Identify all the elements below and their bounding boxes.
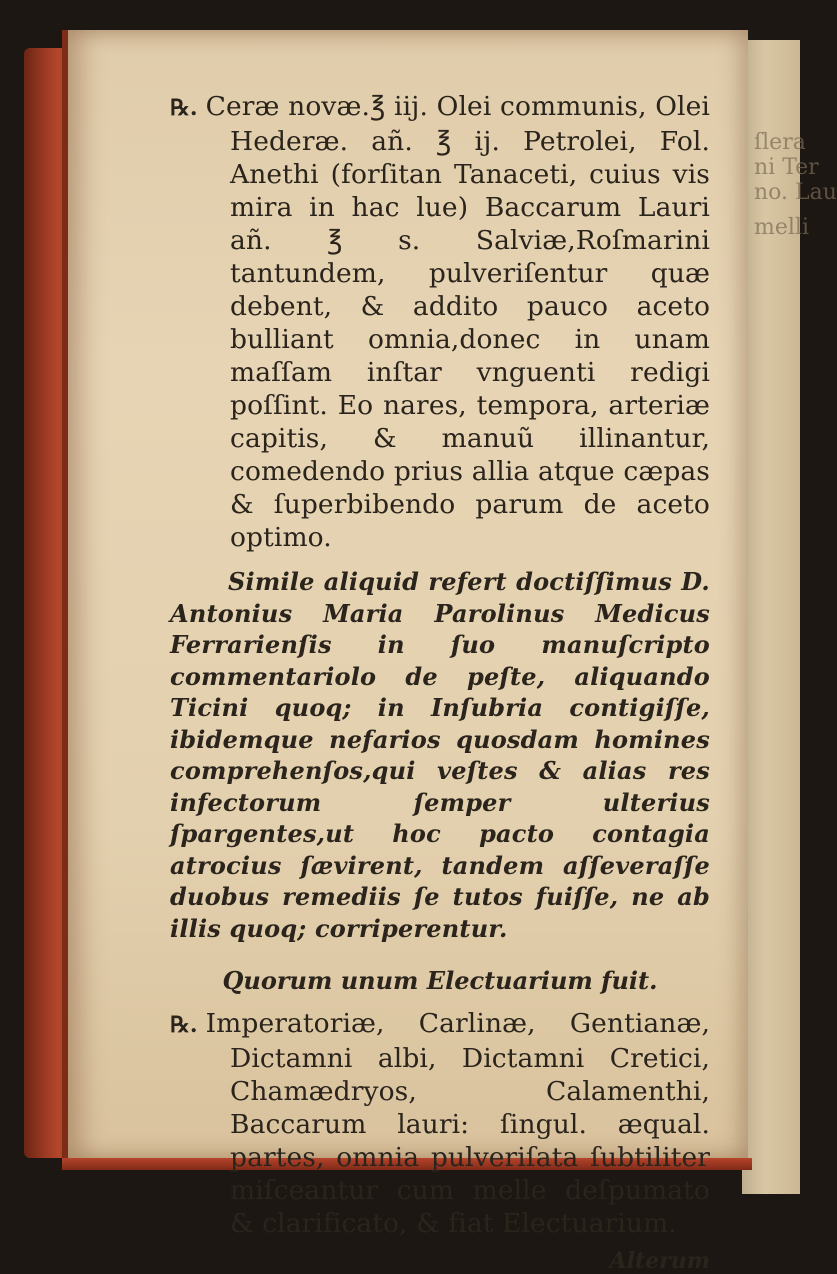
italic-paragraph: Simile aliquid refert doctiſſimus D. Antonius Maria Parolinus Medicus Ferrarienſis in ſuo manuſcripto commentariolo de peſte, aliquando Ticini quoq; in Inſubria contigiſſe, ibidemque nefarios quosdam homines comprehenſos,qui veſtes & alias res infectorum ſemper ulterius ſpargentes,ut hoc pacto contagia atrocius ſævirent, tandem aſſeveraſſe duobus remediis ſe tutos fuiſſe, ne ab illis quoq; corriperentur. <box>170 567 710 943</box>
section-heading: Quorum unum Electuarium fuit. <box>222 966 658 995</box>
recipe-text-1: Ceræ novæ.℥ iij. Olei communis, Olei Hederæ. añ. ℥ ij. Petrolei, Fol. Anethi (forſitan Tanaceti, cuius vis mira in hac lue) Baccarum Lauri añ. ℥ s. Salviæ,Roſmarini tantundem, pulveriſentur quæ debent, & addito pauco aceto bulliant omnia,donec in unam maſſam inſtar vnguenti redigi poſſint. Eo nares, tempora, arteriæ capitis, & manuũ illinantur, comedendo prius allia atque cæpas & ſuperbibendo parum de aceto optimo. <box>205 91 710 553</box>
recipe-text-2: Imperatoriæ, Carlinæ, Gentianæ, Dictamni albi, Dictamni Cretici, Chamædryos, Calamenthi, Baccarum lauri: ſingul. æqual. partes, omnia pulveriſata ſubtiliter miſceantur cum melle deſpumato & clarificato, & fiat Electuarium. <box>205 1008 710 1239</box>
bleed-text-4: melli <box>754 215 809 240</box>
bleed-text-1: ſlera <box>754 130 806 155</box>
recipe-symbol: ℞. <box>170 1012 198 1038</box>
recipe-symbol: ℞. <box>170 95 198 121</box>
bleed-text-3: no. Lau <box>754 180 837 205</box>
bleed-text-2: ni Ter <box>754 155 819 180</box>
catchword: Alterum <box>609 1248 710 1274</box>
recipe-paragraph-1 <box>170 90 710 554</box>
facing-page-margin <box>742 40 837 1194</box>
page-text-block <box>170 90 710 1274</box>
recipe-paragraph-2 <box>170 1007 710 1240</box>
